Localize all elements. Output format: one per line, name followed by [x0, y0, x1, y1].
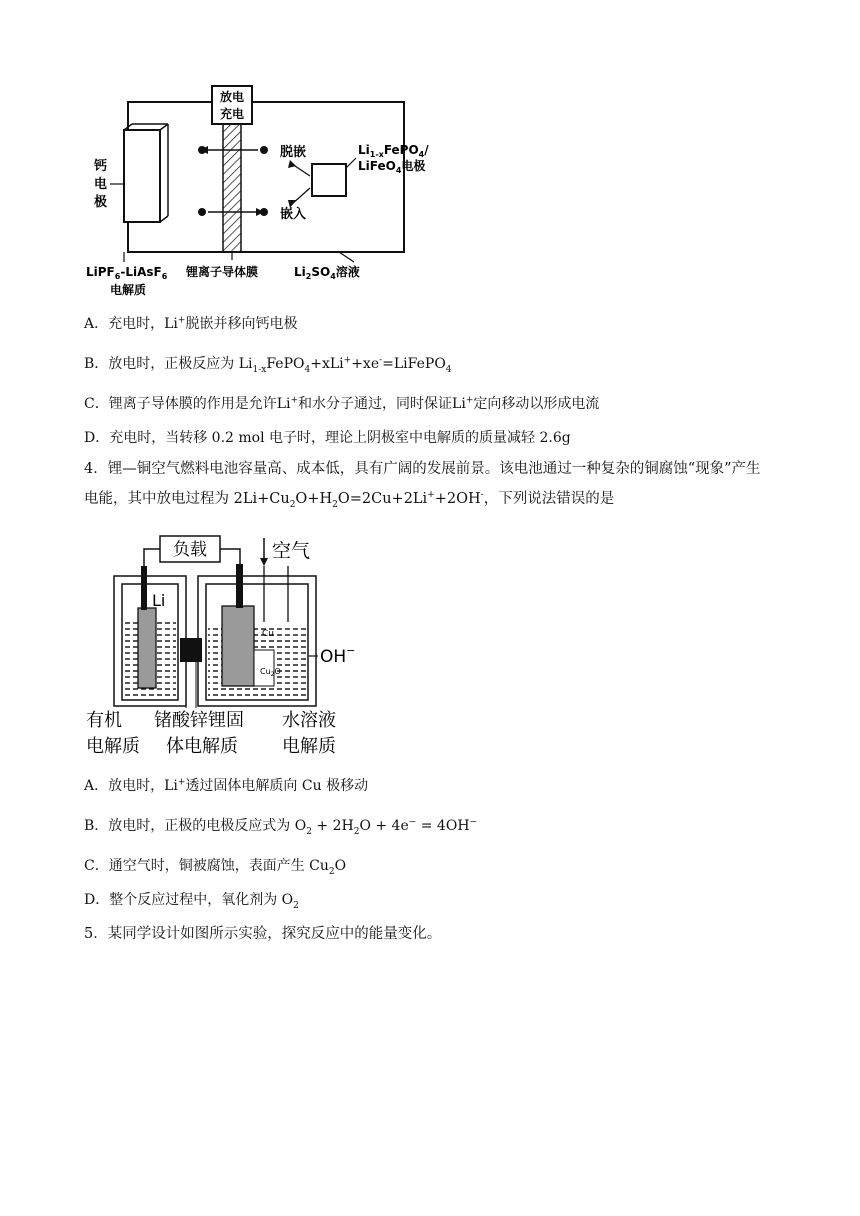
solid-electrolyte — [180, 638, 202, 662]
q3-option-a: A．充电时，Li+脱嵌并移向钙电极 — [84, 315, 298, 332]
svg-text:电解质: 电解质 — [110, 283, 147, 297]
svg-text:LiFeO4电极: LiFeO$_4$电极 — [358, 159, 426, 175]
li-electrode — [138, 608, 156, 688]
q3-option-d: D．充电时，当转移 0.2 mol 电子时，理论上阴极室中电解质的质量减轻 2.6g — [84, 430, 571, 446]
battery-diagram-2 — [84, 530, 384, 762]
svg-text:电解质: 电解质 — [282, 736, 336, 757]
cu-electrode — [222, 606, 254, 686]
svg-text:Cu2O: $Cu_2O$ — [260, 667, 281, 678]
svg-text:水溶液: 水溶液 — [282, 710, 336, 731]
lifepo4-electrode — [312, 164, 346, 196]
svg-text:锗酸锌锂固: 锗酸锌锂固 — [154, 710, 244, 731]
membrane — [223, 124, 241, 252]
svg-text:电解质: 电解质 — [86, 736, 140, 757]
question-5-stem: 5．某同学设计如图所示实验，探究反应中的能量变化。 — [84, 926, 442, 942]
svg-text:LiPF6-LiAsF6: LiPF$_6$-LiAsF$_6$ — [86, 265, 168, 281]
charge-label: 充电 — [219, 107, 245, 121]
svg-text:钙: 钙 — [94, 159, 108, 174]
battery-diagram-1 — [84, 84, 454, 304]
svg-text:Li: Li — [152, 591, 166, 610]
svg-text:电: 电 — [94, 177, 108, 192]
svg-text:Cu: Cu — [262, 629, 274, 639]
q3-option-b: B．放电时，正极反应为 $Li_{1-x}FePO_4+xLi^++xe^-=LiFePO_4$ — [84, 355, 452, 375]
discharge-label: 放电 — [219, 90, 245, 104]
q4-option-a: A．放电时，Li+透过固体电解质向 Cu 极移动 — [84, 777, 369, 794]
q4-option-d: D．整个反应过程中，氧化剂为 $O_2$ — [84, 892, 299, 911]
svg-text:负载: 负载 — [173, 540, 207, 560]
svg-text:Li1-xFePO4/: $Li_{1-x}FePO_4/$ — [358, 143, 429, 159]
deintercalation-label: 脱嵌 — [280, 145, 307, 160]
question-4-stem: 4．锂—铜空气燃料电池容量高、成本低，具有广阔的发展前景。该电池通过一种复杂的铜腐蚀“现象”产生 电能，其中放电过程为 $2Li+Cu_2O+H_2O=2Cu+2Li^++2OH^-$，下列说法错误的是 — [84, 461, 761, 510]
q3-option-c: C．锂离子导体膜的作用是允许Li+和水分子通过，同时保证Li+定向移动以形成电流 — [84, 395, 600, 412]
q4-option-b: B．放电时，正极的电极反应式为 $O_2 + 2H_2O + 4e^- = 4OH^-$ — [84, 817, 478, 837]
svg-text:空气: 空气 — [272, 540, 311, 562]
svg-text:锂离子导体膜: 锂离子导体膜 — [186, 265, 259, 279]
svg-text:Li2SO4溶液: $Li_2SO_4$溶液 — [294, 265, 360, 281]
intercalation-label: 嵌入 — [280, 207, 307, 222]
svg-text:有机: 有机 — [86, 710, 122, 731]
svg-text:体电解质: 体电解质 — [166, 736, 238, 757]
svg-text:OH−: OH− — [320, 644, 356, 667]
calcium-electrode — [124, 130, 160, 222]
q4-option-c: C．通空气时，铜被腐蚀，表面产生 $Cu_2O$ — [84, 858, 347, 877]
svg-text:极: 极 — [94, 195, 108, 210]
